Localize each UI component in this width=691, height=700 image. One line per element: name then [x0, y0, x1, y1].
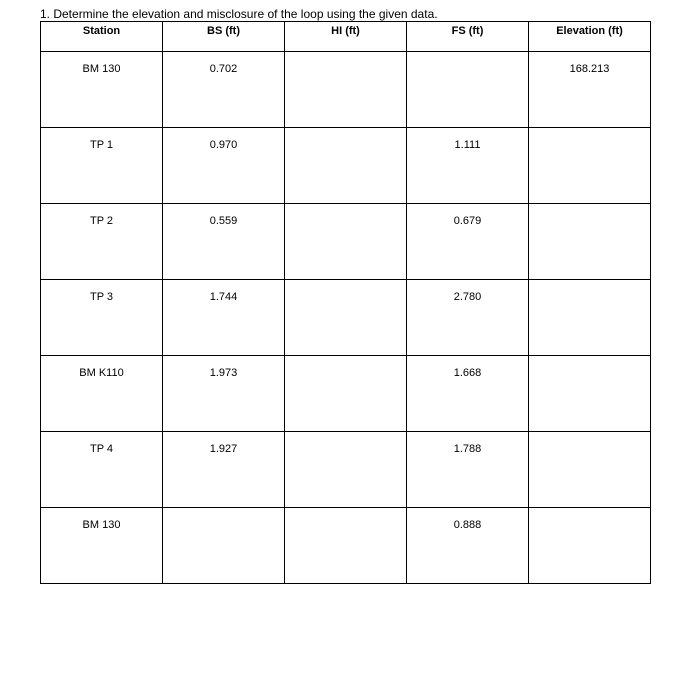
- cell-fs: 1.788: [407, 432, 529, 508]
- cell-station: TP 3: [41, 280, 163, 356]
- cell-hi[interactable]: [285, 204, 407, 280]
- cell-hi[interactable]: [285, 356, 407, 432]
- cell-hi[interactable]: [285, 432, 407, 508]
- cell-fs: 0.679: [407, 204, 529, 280]
- cell-elevation[interactable]: [529, 280, 651, 356]
- col-header-station: Station: [41, 22, 163, 52]
- leveling-table: [40, 21, 651, 584]
- cell-hi[interactable]: [285, 508, 407, 584]
- table-row: [41, 508, 651, 584]
- header-row: [41, 22, 651, 52]
- cell-bs: 1.927: [163, 432, 285, 508]
- table-row: [41, 204, 651, 280]
- cell-bs: [163, 508, 285, 584]
- cell-elevation[interactable]: [529, 432, 651, 508]
- col-header-hi: HI (ft): [285, 22, 407, 52]
- col-header-elevation: Elevation (ft): [529, 22, 651, 52]
- cell-elevation[interactable]: [529, 508, 651, 584]
- cell-station: TP 2: [41, 204, 163, 280]
- col-header-fs: FS (ft): [407, 22, 529, 52]
- cell-fs: 2.780: [407, 280, 529, 356]
- question-text: 1. Determine the elevation and misclosure of the loop using the given data.: [40, 7, 438, 21]
- table-row: [41, 356, 651, 432]
- cell-elevation: 168.213: [529, 52, 651, 128]
- cell-bs: 0.970: [163, 128, 285, 204]
- cell-bs: 1.744: [163, 280, 285, 356]
- cell-fs: 1.668: [407, 356, 529, 432]
- cell-bs: 0.559: [163, 204, 285, 280]
- cell-bs: 1.973: [163, 356, 285, 432]
- cell-fs: 1.111: [407, 128, 529, 204]
- col-header-bs: BS (ft): [163, 22, 285, 52]
- cell-station: TP 1: [41, 128, 163, 204]
- cell-fs: 0.888: [407, 508, 529, 584]
- table-row: [41, 128, 651, 204]
- cell-station: BM K110: [41, 356, 163, 432]
- cell-station: BM 130: [41, 508, 163, 584]
- cell-elevation[interactable]: [529, 204, 651, 280]
- cell-station: BM 130: [41, 52, 163, 128]
- cell-hi[interactable]: [285, 52, 407, 128]
- cell-elevation[interactable]: [529, 128, 651, 204]
- cell-hi[interactable]: [285, 280, 407, 356]
- table-row: [41, 52, 651, 128]
- table-row: [41, 432, 651, 508]
- cell-hi[interactable]: [285, 128, 407, 204]
- cell-bs: 0.702: [163, 52, 285, 128]
- cell-elevation[interactable]: [529, 356, 651, 432]
- cell-station: TP 4: [41, 432, 163, 508]
- table-row: [41, 280, 651, 356]
- cell-fs: [407, 52, 529, 128]
